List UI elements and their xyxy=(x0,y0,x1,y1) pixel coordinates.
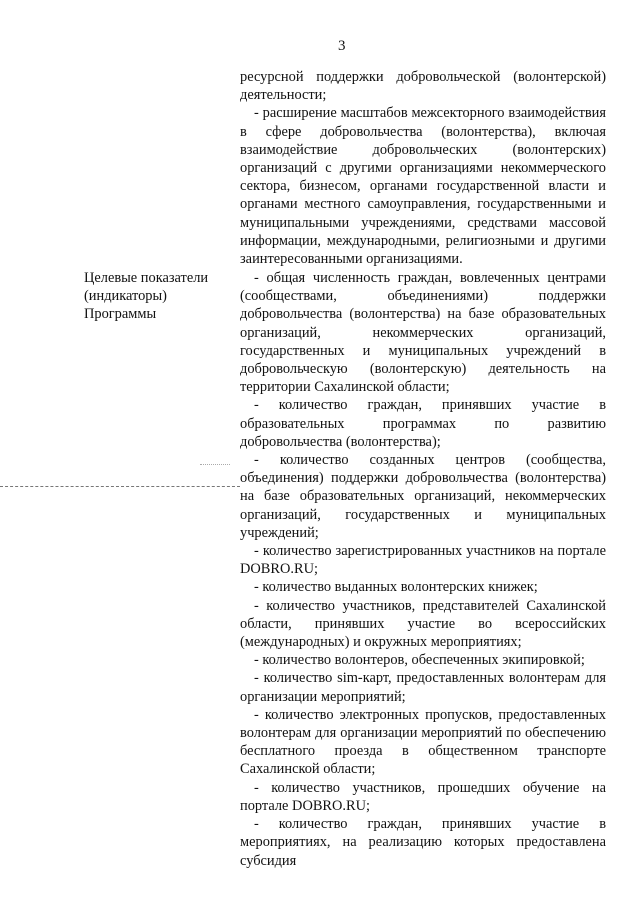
objectives-continued-block xyxy=(240,68,606,268)
scan-artifact-dots xyxy=(200,464,230,465)
scan-artifact-line xyxy=(0,486,240,487)
indicator-item: - количество участников, прошедших обучение на портале DOBRO.RU; xyxy=(240,779,606,814)
indicator-item: - количество выданных волонтерских книжек; xyxy=(254,579,538,596)
indicator-item: - количество граждан, принявших участие в мероприятиях, на реализацию которых предоставлена субсидия xyxy=(240,816,606,869)
objective-item: ресурсной поддержки добровольческой (волонтерской) деятельности; xyxy=(240,69,606,104)
indicator-item: - количество sim-карт, предоставленных волонтерам для организации мероприятий; xyxy=(240,670,606,705)
indicator-item: - количество электронных пропусков, предоставленных волонтерам для организации мероприятий по обеспечению бесплатного проезда в общественном транспорте Сахалинской области; xyxy=(240,706,606,778)
indicator-item: - количество зарегистрированных участников на портале DOBRO.RU; xyxy=(240,543,606,578)
indicator-item: - количество созданных центров (сообщества, объединения) поддержки добровольчества (волонтерства) на базе образовательных организаций, некоммерческих организаций, государственных и муниципальных учреждений; xyxy=(240,452,606,541)
indicator-item: - количество граждан, принявших участие в образовательных программах по развитию добровольчества (волонтерства); xyxy=(240,397,606,450)
indicator-item: - общая численность граждан, вовлеченных центрами (сообществами, объединениями) поддержки добровольчества (волонтерства) на базе образовательных организаций, некоммерческих организаций, государственных и муниципальных учреждений в добровольческую (волонтерскую) деятельность на территории Сахалинской области; xyxy=(240,270,606,396)
indicator-item: - количество волонтеров, обеспеченных экипировкой; xyxy=(254,652,585,669)
page-number: 3 xyxy=(338,38,346,54)
indicator-item: - количество участников, представителей Сахалинской области, принявших участие во всероссийских (международных) и окружных мероприятиях; xyxy=(240,597,606,651)
indicators-list xyxy=(240,269,606,870)
objective-item: - расширение масштабов межсекторного взаимодействия в сфере добровольчества (волонтерства), включая взаимодействие добровольческих (волонтерских) организаций с другими организациями некоммерческого сектора, бизнесом, органами государственной власти и органами местного самоуправления, государственными и муниципальными учреждениями, средствами массовой информации, международными, религиозными и другими заинтересованными организациями. xyxy=(240,105,606,268)
indicators-section-label: Целевые показатели (индикаторы) Программы xyxy=(84,270,209,323)
